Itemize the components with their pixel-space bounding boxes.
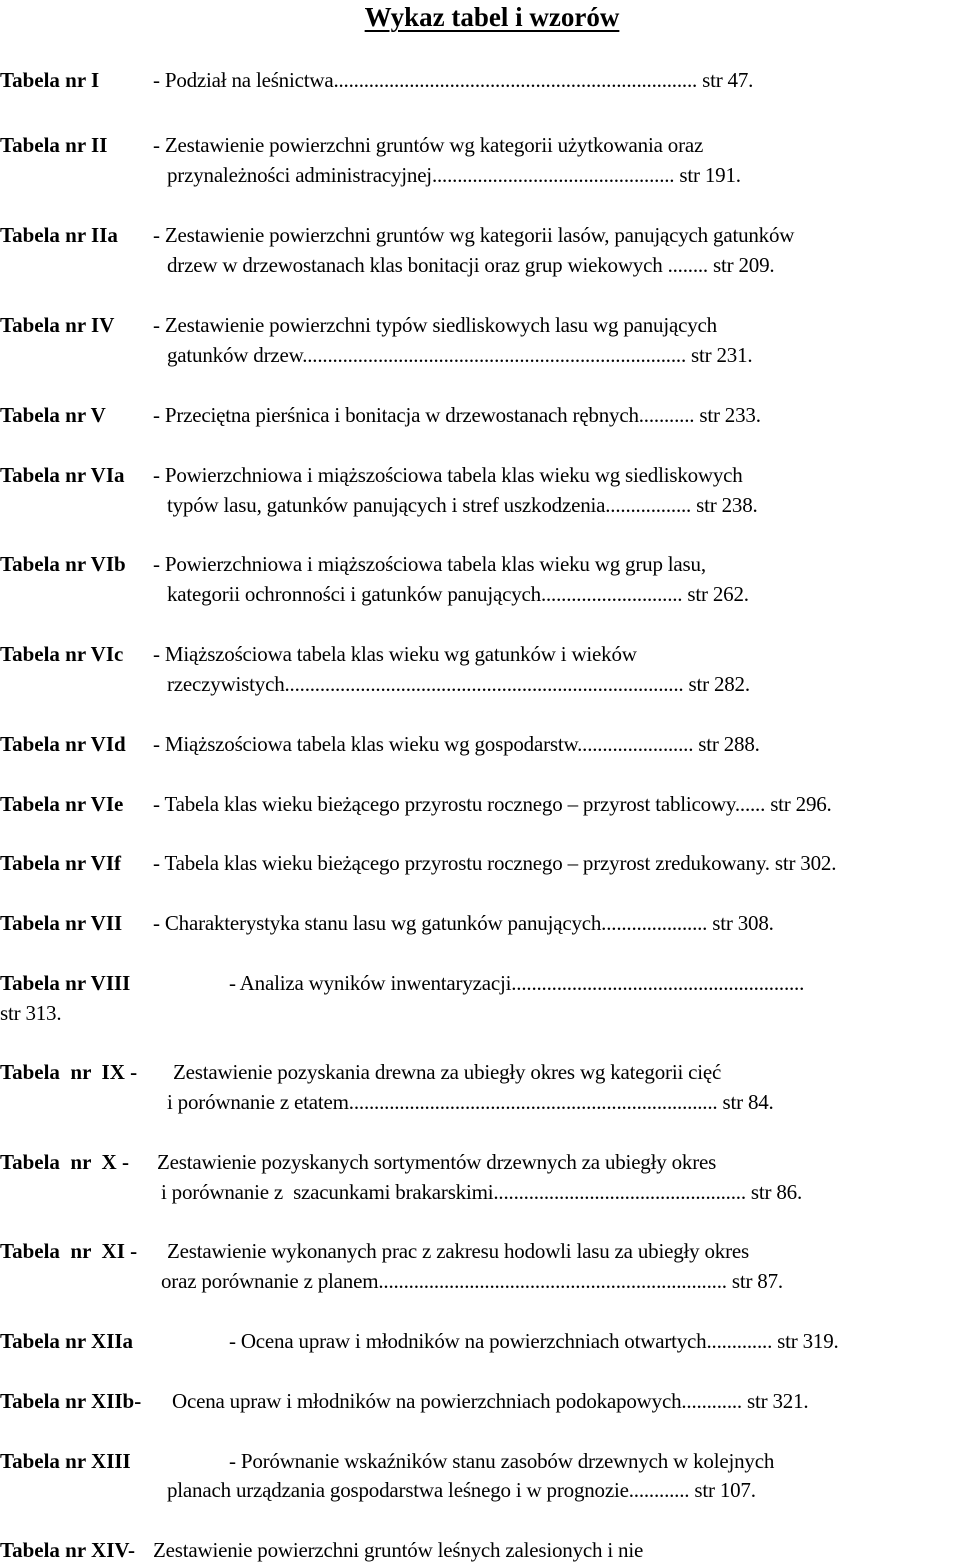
entry-text-line: przynależności administracyjnej................................................ str 191. (167, 163, 741, 187)
entry-label: Tabela nr IX - (0, 1060, 138, 1084)
entry-label: Tabela nr VIII (0, 971, 131, 995)
entry-label: Tabela nr XIV- (0, 1538, 135, 1562)
entry-label: Tabela nr VIb (0, 552, 126, 576)
entry-label: Tabela nr XI - (0, 1239, 138, 1263)
entry-text-line: Zestawienie wykonanych prac z zakresu hodowli lasu za ubiegły okres (167, 1239, 749, 1263)
entry-text-line: Zestawienie pozyskanych sortymentów drzewnych za ubiegły okres (157, 1150, 717, 1174)
entry-label: Tabela nr II (0, 133, 108, 157)
entry-text-line: - Przeciętna pierśnica i bonitacja w drzewostanach rębnych........... str 233. (153, 403, 761, 427)
entry-text-line: typów lasu, gatunków panujących i stref uszkodzenia................. str 238. (167, 493, 758, 517)
entry-label: Tabela nr VId (0, 732, 126, 756)
entry-text-line: i porównanie z szacunkami brakarskimi.................................................. str 86. (161, 1180, 803, 1204)
entry-label: Tabela nr XIII (0, 1449, 131, 1473)
entry-text-line: - Tabela klas wieku bieżącego przyrostu rocznego – przyrost zredukowany. str 302. (153, 851, 837, 875)
entry-text-line: - Zestawienie powierzchni gruntów wg kategorii lasów, panujących gatunków (153, 223, 795, 247)
entry-text-line: - Zestawienie powierzchni gruntów wg kategorii użytkowania oraz (153, 133, 704, 157)
entry-label: Tabela nr VIe (0, 792, 124, 816)
entry-text-line: Zestawienie powierzchni gruntów leśnych zalesionych i nie (153, 1538, 644, 1562)
entry-text-line: oraz porównanie z planem..................................................................... str 87. (161, 1269, 783, 1293)
entry-label: Tabela nr VIc (0, 642, 124, 666)
entry-label: Tabela nr VIa (0, 463, 125, 487)
entry-text-line: - Tabela klas wieku bieżącego przyrostu rocznego – przyrost tablicowy...... str 296. (153, 792, 832, 816)
entry-label: Tabela nr VIf (0, 851, 121, 875)
entry-text-line: - Analiza wyników inwentaryzacji.......................................................... (229, 971, 805, 995)
entry-text-line: drzew w drzewostanach klas bonitacji oraz grup wiekowych ........ str 209. (167, 253, 775, 277)
entry-text-line: Ocena upraw i młodników na powierzchniach podokapowych............ str 321. (172, 1389, 809, 1413)
entry-text-line: - Powierzchniowa i miąższościowa tabela klas wieku wg grup lasu, (153, 552, 706, 576)
entry-text-line: rzeczywistych............................................................................... str 282. (167, 672, 750, 696)
entry-text-line: Zestawienie pozyskania drewna za ubiegły okres wg kategorii cięć (173, 1060, 722, 1084)
entry-text-line: - Miąższościowa tabela klas wieku wg gospodarstw....................... str 288. (153, 732, 760, 756)
entry-label: Tabela nr I (0, 68, 100, 92)
entry-label: Tabela nr X - (0, 1150, 129, 1174)
entry-text-line: - Zestawienie powierzchni typów siedliskowych lasu wg panujących (153, 313, 717, 337)
entry-text-line: - Charakterystyka stanu lasu wg gatunków panujących..................... str 308. (153, 911, 774, 935)
entry-text-line: i porównanie z etatem......................................................................... str 84. (167, 1090, 774, 1114)
page-title: Wykaz tabel i wzorów (364, 2, 620, 32)
entry-label: Tabela nr IV (0, 313, 115, 337)
entry-text-line: str 313. (0, 1001, 62, 1025)
entry-text-line: - Miąższościowa tabela klas wieku wg gatunków i wieków (153, 642, 637, 666)
entry-text-line: - Powierzchniowa i miąższościowa tabela klas wieku wg siedliskowych (153, 463, 743, 487)
entry-label: Tabela nr XIIb- (0, 1389, 142, 1413)
entry-label: Tabela nr XIIa (0, 1329, 134, 1353)
entry-text-line: - Ocena upraw i młodników na powierzchniach otwartych............. str 319. (229, 1329, 839, 1353)
entry-text-line: - Podział na leśnictwa........................................................................ str 47. (153, 68, 754, 92)
entry-text-line: kategorii ochronności i gatunków panujących............................ str 262. (167, 582, 749, 606)
entry-text-line: planach urządzania gospodarstwa leśnego i w prognozie............ str 107. (167, 1478, 756, 1502)
entry-label: Tabela nr IIa (0, 223, 118, 247)
entry-text-line: - Porównanie wskaźników stanu zasobów drzewnych w kolejnych (229, 1449, 775, 1473)
entry-label: Tabela nr VII (0, 911, 123, 935)
entry-label: Tabela nr V (0, 403, 106, 427)
entry-text-line: gatunków drzew............................................................................ str 231. (167, 343, 753, 367)
